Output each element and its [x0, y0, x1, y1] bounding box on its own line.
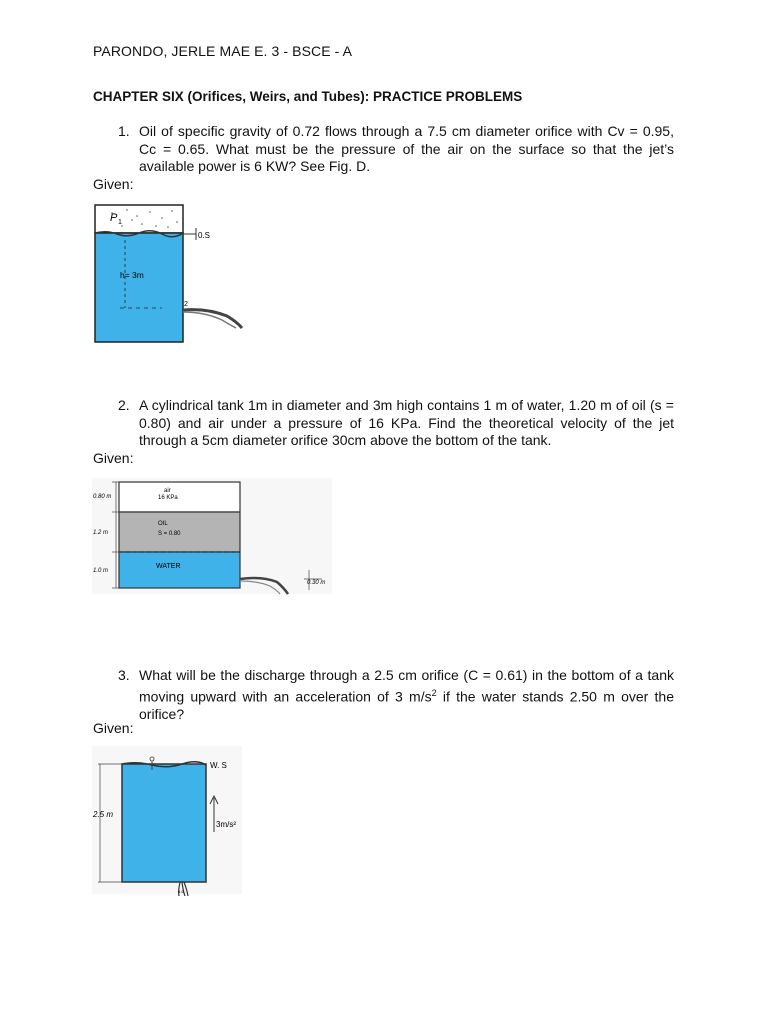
chapter-title: CHAPTER SIX (Orifices, Weirs, and Tubes): PRACTICE PROBLEMS [93, 89, 523, 104]
head-label: h= 3m [120, 270, 144, 280]
problem-number: 2. [118, 397, 130, 413]
water-body [122, 764, 206, 882]
oil-sg: S = 0.80 [158, 531, 181, 537]
oil-label: OIL [158, 521, 168, 527]
given-label-1: Given: [93, 176, 134, 192]
bottom-label: 0.6 [178, 889, 184, 894]
ws-label: 0.S [198, 231, 211, 240]
liquid-body [95, 233, 183, 342]
problem-text-part: What will be the discharge through a 2.5 cm orifice (C = 0.61) in the bottom of a tank moving upward with an acceleration of 3 m/s [139, 667, 674, 705]
problem-text-part: if the water stands 2.50 m over the orifice? [139, 688, 675, 722]
figure-1-oil-tank [92, 200, 252, 348]
point-2-label: 2 [184, 301, 188, 308]
problem-2 [118, 397, 674, 451]
problem-1 [118, 123, 674, 177]
figure-3-accelerating-tank [92, 746, 244, 896]
student-header: PARONDO, JERLE MAE E. 3 - BSCE - A [93, 43, 353, 59]
air-label: air [164, 488, 171, 494]
accel-label: 3m/s² [216, 820, 236, 829]
given-label-3: Given: [93, 720, 134, 736]
problem-3 [118, 667, 674, 721]
p1-label: P [110, 212, 118, 224]
water-layer [119, 552, 240, 588]
problem-text [139, 667, 674, 723]
figure-2-layered-tank [92, 478, 334, 596]
superscript: 2 [431, 687, 437, 698]
problem-number: 3. [118, 667, 130, 683]
given-label-2: Given: [93, 450, 134, 466]
problem-number: 1. [118, 123, 130, 139]
problem-text: A cylindrical tank 1m in diameter and 3m high contains 1 m of water, 1.20 m of oil (s = 0.80) and air under a pressure of 16 KPa. Find the theoretical velocity of the jet through a 5cm diameter orifice 30cm above the bottom of the tank. [139, 397, 674, 448]
ws-label: W. S [210, 761, 227, 770]
p1-subscript: 1 [118, 219, 122, 226]
dim-orifice: 0.30 m [307, 580, 326, 586]
problem-text: Oil of specific gravity of 0.72 flows through a 7.5 cm diameter orifice with Cv = 0.95, Cc = 0.65. What must be the pressure of the air on the surface so that the jet’s available power is 6 KW? See Fig. D. [139, 123, 674, 174]
depth-label: 2.5 m [93, 810, 114, 819]
water-label: WATER [156, 563, 181, 570]
dim-air: 0.80 m [93, 494, 112, 500]
air-pressure: 16 KPa [158, 495, 178, 501]
dim-oil: 1.2 m [93, 530, 109, 536]
dim-water: 1.0 m [93, 568, 109, 574]
air-layer [119, 482, 240, 512]
